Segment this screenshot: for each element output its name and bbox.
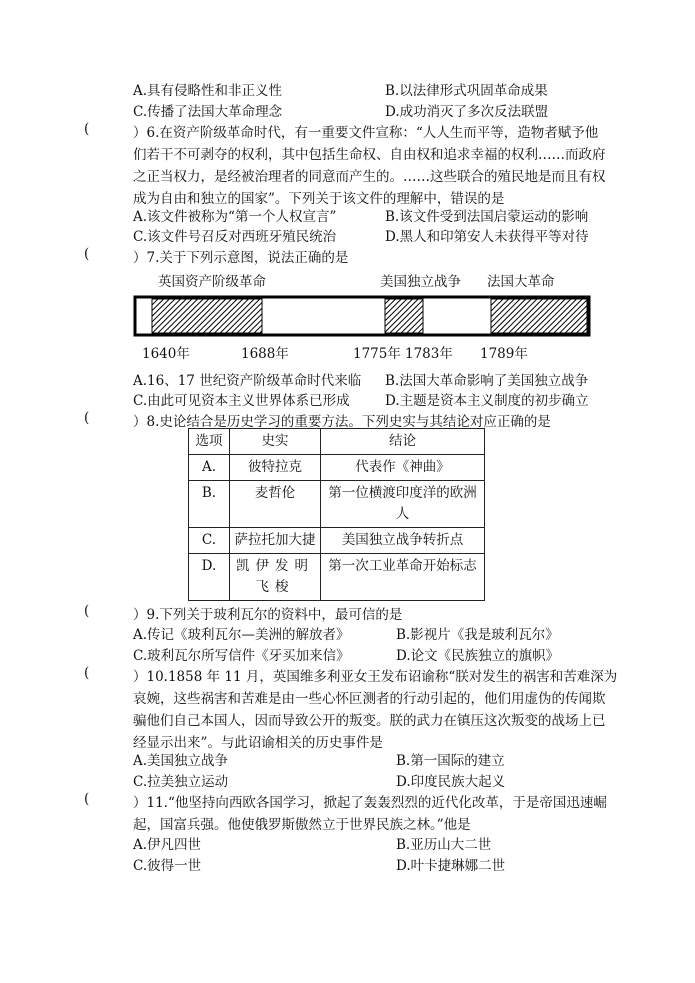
q11-option-b: B.亚历山大二世	[396, 837, 492, 853]
table-cell-fact: 萨拉托加大捷	[230, 528, 321, 554]
q7-option-a: A.16、17 世纪资产阶级革命时代来临	[133, 373, 362, 389]
table-cell-fact: 麦哲伦	[230, 481, 321, 528]
q6-option-a: A.该文件被称为“第一个人权宣言”	[133, 209, 337, 225]
table-cell-option: D.	[189, 554, 230, 601]
table-row	[189, 528, 485, 554]
table-cell-conclusion: 美国独立战争转折点	[321, 528, 485, 554]
q5-option-c: C.传播了法国大革命理念	[133, 104, 283, 120]
table-row	[189, 455, 485, 481]
q11-option-a: A.伊凡四世	[133, 837, 202, 853]
table-cell-option: C.	[189, 528, 230, 554]
table-header-row	[189, 429, 485, 455]
table-header: 选项	[189, 429, 230, 455]
timeline-year-1688: 1688年	[241, 346, 289, 362]
q7-option-d: D.主题是资本主义制度的初步确立	[385, 393, 589, 409]
q6-stem-line: 成为自由和独立的国家”。下列关于该文件的理解中，错误的是	[133, 191, 505, 207]
q10-answer-paren[interactable]: (	[84, 665, 90, 681]
timeline-segment-1640-1688	[152, 299, 262, 333]
table-cell-option: B.	[189, 481, 230, 528]
q8-answer-paren[interactable]: (	[84, 410, 90, 426]
table-cell-conclusion: 第一位横渡印度洋的欧洲人	[321, 481, 485, 528]
q10-option-c: C.拉美独立运动	[133, 774, 229, 790]
q9-option-d: D.论文《民族独立的旗帜》	[396, 648, 560, 664]
table-cell-fact: 凯伊发明飞梭	[230, 554, 321, 601]
q6-answer-paren[interactable]: (	[84, 121, 90, 137]
table-cell-conclusion: 代表作《神曲》	[321, 455, 485, 481]
q11-option-c: C.彼得一世	[133, 858, 202, 874]
q9-option-c: C.玻利瓦尔所写信件《牙买加来信》	[133, 648, 350, 664]
table-cell-option: A.	[189, 455, 230, 481]
timeline-year-1783: 1783年	[405, 346, 453, 362]
q6-option-c: C.该文件号召反对西班牙殖民统治	[133, 229, 337, 245]
timeline-label-english-revolution: 英国资产阶级革命	[158, 274, 266, 290]
q9-answer-paren[interactable]: (	[84, 603, 90, 619]
q7-option-b: B.法国大革命影响了美国独立战争	[385, 373, 589, 389]
q9-stem: ）9.下列关于玻利瓦尔的资料中，最可信的是	[133, 607, 403, 623]
timeline-year-1775: 1775年	[353, 346, 401, 362]
q6-option-d: D.黑人和印第安人未获得平等对待	[385, 229, 589, 245]
q7-stem: ）7.关于下列示意图，说法正确的是	[133, 250, 349, 266]
q5-option-a: A.具有侵略性和非正义性	[133, 83, 283, 99]
table-cell-fact: 彼特拉克	[230, 455, 321, 481]
timeline-label-french-revolution: 法国大革命	[487, 274, 555, 290]
q5-option-d: D.成功消灭了多次反法联盟	[385, 104, 549, 120]
table-row	[189, 554, 485, 601]
q6-option-b: B.该文件受到法国启蒙运动的影响	[385, 209, 589, 225]
timeline-year-1640: 1640年	[142, 346, 190, 362]
table-row	[189, 481, 485, 528]
q11-stem-line: 起，国富兵强。他使俄罗斯傲然立于世界民族之林。”他是	[133, 817, 471, 833]
q6-stem-line: 之正当权力，是经被治理者的同意而产生的。……这些联合的殖民地是而且有权	[133, 169, 606, 185]
q7-answer-paren[interactable]: (	[84, 246, 90, 262]
q8-table	[188, 428, 485, 601]
q7-option-c: C.由此可见资本主义世界体系已形成	[133, 393, 350, 409]
q6-stem-line: 们若干不可剥夺的权利，其中包括生命权、自由权和追求幸福的权利……而政府	[133, 147, 606, 163]
table-header: 史实	[230, 429, 321, 455]
q8-stem: ）8.史论结合是历史学习的重要方法。下列史实与其结论对应正确的是	[133, 414, 551, 430]
timeline-year-1789: 1789年	[480, 346, 528, 362]
timeline-segment-1775-1783	[385, 299, 423, 333]
q9-option-a: A.传记《玻利瓦尔—美洲的解放者》	[133, 627, 350, 643]
q11-option-d: D.叶卡捷琳娜二世	[396, 858, 506, 874]
timeline-label-american-war: 美国独立战争	[380, 274, 461, 290]
q10-stem-line: 经显示出来”。与此诏谕相关的历史事件是	[133, 735, 383, 751]
q10-option-d: D.印度民族大起义	[396, 774, 506, 790]
q9-option-b: B.影视片《我是玻利瓦尔》	[396, 627, 559, 643]
q11-stem-line: ）11.“他坚持向西欧各国学习，掀起了轰轰烈烈的近代化改革，于是帝国迅速崛	[133, 795, 607, 811]
q10-stem-line: 骗他们自己本国人，因而导致公开的叛变。朕的武力在镇压这次叛变的战场上已	[133, 713, 606, 729]
q11-answer-paren[interactable]: (	[84, 791, 90, 807]
q10-stem-line: 哀婉，这些祸害和苦难是由一些心怀叵测者的行动引起的，他们用虚伪的传闻欺	[133, 691, 606, 707]
q10-option-b: B.第一国际的建立	[396, 753, 505, 769]
q10-stem-line: ）10.1858 年 11 月，英国维多利亚女王发布诏谕称“朕对发生的祸害和苦难深为	[133, 669, 618, 685]
timeline-segment-1789	[491, 299, 587, 333]
q10-option-a: A.美国独立战争	[133, 753, 229, 769]
timeline-diagram	[133, 295, 593, 339]
q5-option-b: B.以法律形式巩固革命成果	[385, 83, 548, 99]
table-cell-conclusion: 第一次工业革命开始标志	[321, 554, 485, 601]
table-header: 结论	[321, 429, 485, 455]
q6-stem-line: ）6.在资产阶级革命时代，有一重要文件宣称：“人人生而平等，造物者赋予他	[133, 125, 599, 141]
